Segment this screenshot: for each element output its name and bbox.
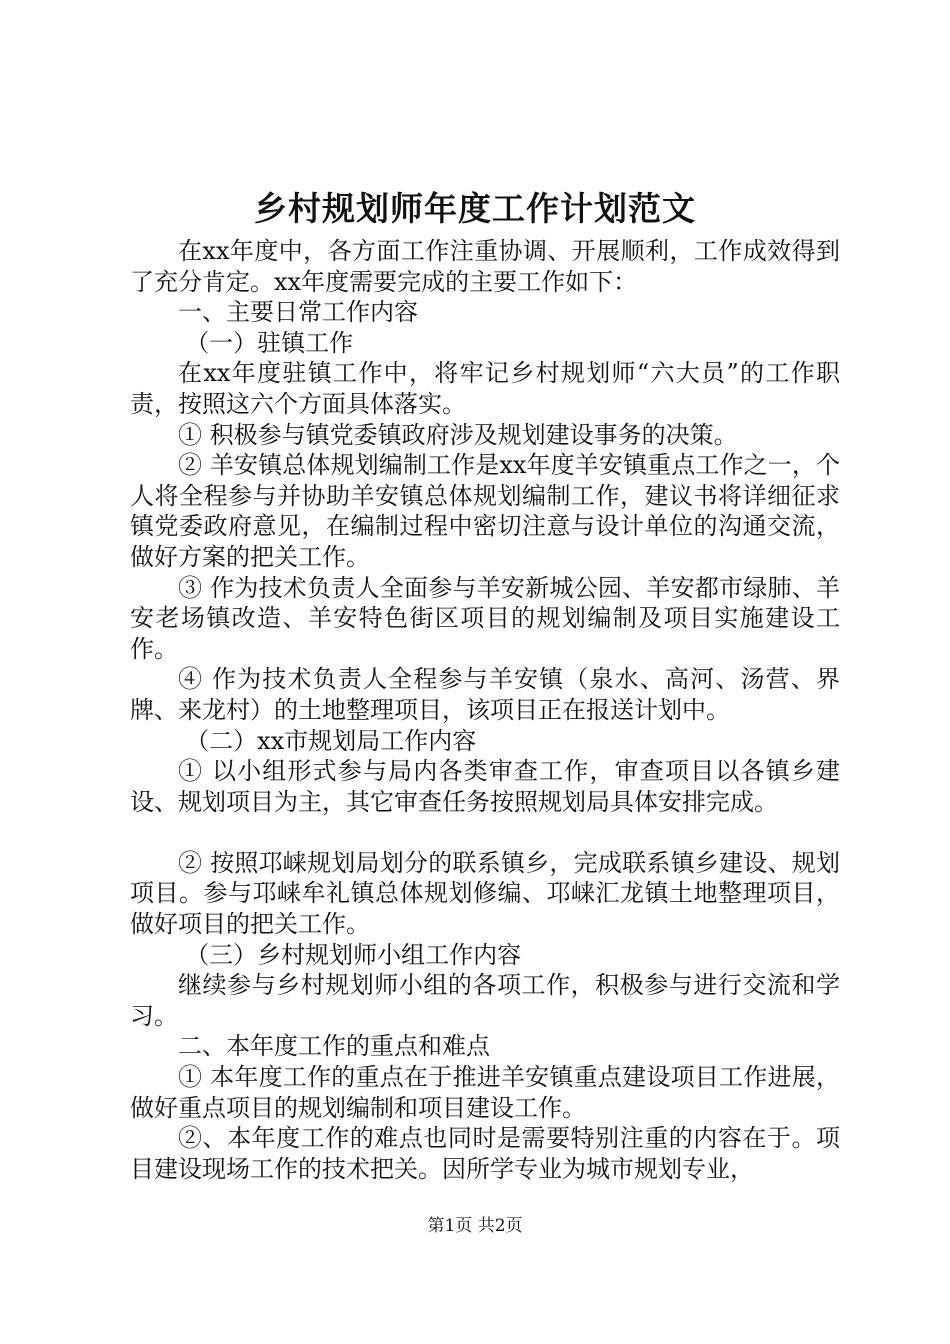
section-heading-1: 一、主要日常工作内容 [178, 298, 418, 327]
document-body [130, 236, 840, 1184]
list-item: ① 本年度工作的重点在于推进羊安镇重点建设项目工作进展，做好重点项目的规划编制和项目建设工作。 [130, 1063, 840, 1122]
list-item: ① 积极参与镇党委镇政府涉及规划建设事务的决策。 [178, 420, 738, 449]
section-heading-2: 二、本年度工作的重点和难点 [178, 1032, 490, 1061]
list-item: ② 按照邛崃规划局划分的联系镇乡，完成联系镇乡建设、规划项目。参与邛崃牟礼镇总体规划修编、邛崃汇龙镇土地整理项目，做好项目的把关工作。 [130, 848, 840, 939]
paragraph-intro: 在xx年度中，各方面工作注重协调、开展顺利，工作成效得到了充分肯定。xx年度需要完成的主要工作如下： [130, 237, 840, 296]
document-title: 乡村规划师年度工作计划范文 [254, 189, 696, 228]
subsection-heading-3: （三）乡村规划师小组工作内容 [185, 940, 522, 969]
paragraph: 在xx年度驻镇工作中，将牢记乡村规划师“六大员”的工作职责，按照这六个方面具体落实。 [130, 359, 840, 418]
list-item: ②、本年度工作的难点也同时是需要特别注重的内容在于。项目建设现场工作的技术把关。因所学专业为城市规划专业， [130, 1124, 840, 1183]
page-number-footer: 第1页 共2页 [427, 1216, 523, 1236]
list-item: ② 羊安镇总体规划编制工作是xx年度羊安镇重点工作之一，个人将全程参与并协助羊安镇总体规划编制工作，建议书将详细征求镇党委政府意见，在编制过程中密切注意与设计单位的沟通交流，做好方案的把关工作。 [130, 451, 840, 571]
subsection-heading-1: （一）驻镇工作 [185, 328, 354, 357]
list-item: ③ 作为技术负责人全面参与羊安新城公园、羊安都市绿肺、羊安老场镇改造、羊安特色街区项目的规划编制及项目实施建设工作。 [130, 573, 840, 663]
list-item: ① 以小组形式参与局内各类审查工作，审查项目以各镇乡建设、规划项目为主，其它审查任务按照规划局具体安排完成。 [130, 757, 840, 816]
list-item: ④ 作为技术负责人全程参与羊安镇（泉水、高河、汤营、界牌、来龙村）的土地整理项目，该项目正在报送计划中。 [130, 665, 840, 724]
subsection-heading-2: （二）xx市规划局工作内容 [185, 726, 477, 755]
paragraph: 继续参与乡村规划师小组的各项工作，积极参与进行交流和学习。 [130, 971, 840, 1030]
